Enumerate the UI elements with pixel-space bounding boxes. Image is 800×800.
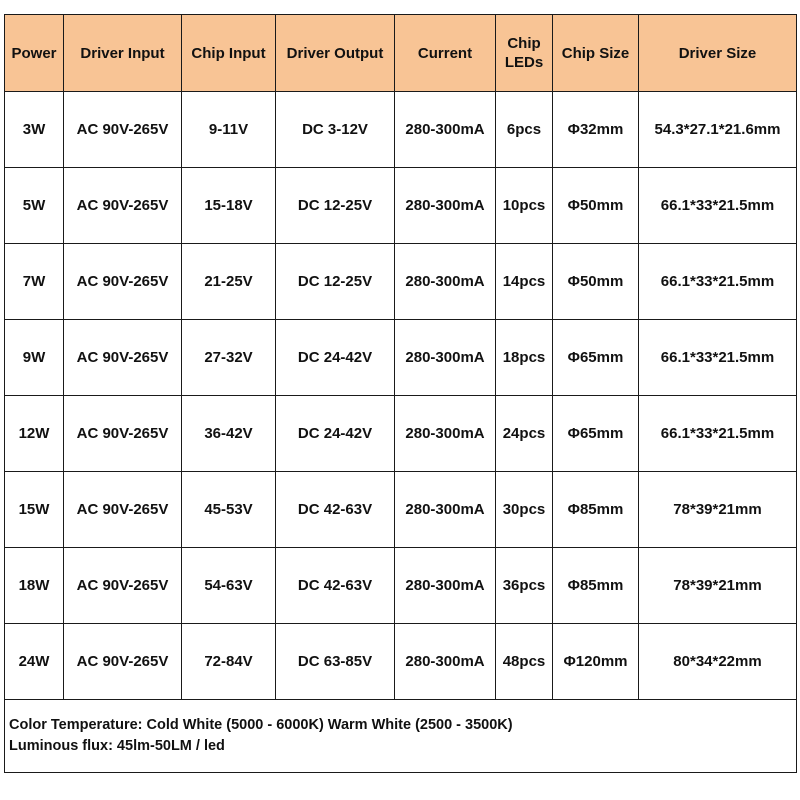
chip-size-cell: Φ120mm (553, 624, 639, 700)
chip-leds-cell: 18pcs (496, 320, 553, 396)
table-row (5, 244, 797, 320)
driver-size-cell: 66.1*33*21.5mm (639, 244, 797, 320)
chip-leds-cell: 30pcs (496, 472, 553, 548)
table-header (5, 15, 797, 92)
current-cell: 280-300mA (395, 396, 496, 472)
chip-size-cell: Φ85mm (553, 548, 639, 624)
header-driver-input: Driver Input (64, 15, 182, 92)
driver-output-cell: DC 42-63V (276, 472, 395, 548)
current-cell: 280-300mA (395, 244, 496, 320)
driver-size-cell: 66.1*33*21.5mm (639, 396, 797, 472)
driver-output-cell: DC 24-42V (276, 396, 395, 472)
chip-size-cell: Φ32mm (553, 92, 639, 168)
chip-leds-cell: 48pcs (496, 624, 553, 700)
header-driver-output: Driver Output (276, 15, 395, 92)
driver-output-cell: DC 24-42V (276, 320, 395, 396)
chip-size-cell: Φ65mm (553, 396, 639, 472)
power-cell: 5W (5, 168, 64, 244)
power-cell: 18W (5, 548, 64, 624)
chip-size-cell: Φ85mm (553, 472, 639, 548)
current-cell: 280-300mA (395, 624, 496, 700)
chip-input-cell: 45-53V (182, 472, 276, 548)
chip-leds-cell: 10pcs (496, 168, 553, 244)
chip-input-cell: 72-84V (182, 624, 276, 700)
table-row (5, 168, 797, 244)
notes-cell (5, 700, 797, 773)
driver-size-cell: 66.1*33*21.5mm (639, 320, 797, 396)
chip-leds-cell: 36pcs (496, 548, 553, 624)
chip-leds-cell: 24pcs (496, 396, 553, 472)
driver-size-cell: 78*39*21mm (639, 548, 797, 624)
table-row (5, 320, 797, 396)
driver-size-cell: 54.3*27.1*21.6mm (639, 92, 797, 168)
current-cell: 280-300mA (395, 320, 496, 396)
driver-size-cell: 80*34*22mm (639, 624, 797, 700)
chip-size-cell: Φ65mm (553, 320, 639, 396)
header-row (5, 15, 797, 92)
spec-table (4, 14, 797, 773)
notes-row (5, 700, 797, 773)
header-power: Power (5, 15, 64, 92)
driver-input-cell: AC 90V-265V (64, 244, 182, 320)
table-notes (5, 700, 797, 773)
power-cell: 7W (5, 244, 64, 320)
power-cell: 3W (5, 92, 64, 168)
header-chip-input: Chip Input (182, 15, 276, 92)
chip-input-cell: 15-18V (182, 168, 276, 244)
driver-output-cell: DC 12-25V (276, 168, 395, 244)
driver-size-cell: 66.1*33*21.5mm (639, 168, 797, 244)
driver-output-cell: DC 3-12V (276, 92, 395, 168)
chip-leds-cell: 6pcs (496, 92, 553, 168)
color-temperature-note: Color Temperature: Cold White (5000 - 6000K) Warm White (2500 - 3500K) (9, 717, 513, 733)
current-cell: 280-300mA (395, 472, 496, 548)
power-cell: 24W (5, 624, 64, 700)
driver-input-cell: AC 90V-265V (64, 168, 182, 244)
table-row (5, 472, 797, 548)
driver-input-cell: AC 90V-265V (64, 624, 182, 700)
chip-input-cell: 54-63V (182, 548, 276, 624)
driver-output-cell: DC 42-63V (276, 548, 395, 624)
table-row (5, 548, 797, 624)
chip-input-cell: 21-25V (182, 244, 276, 320)
chip-size-cell: Φ50mm (553, 168, 639, 244)
table-row (5, 624, 797, 700)
driver-input-cell: AC 90V-265V (64, 396, 182, 472)
header-chip-leds: Chip LEDs (496, 15, 553, 92)
driver-size-cell: 78*39*21mm (639, 472, 797, 548)
table-body (5, 92, 797, 700)
current-cell: 280-300mA (395, 92, 496, 168)
table-row (5, 396, 797, 472)
current-cell: 280-300mA (395, 168, 496, 244)
chip-input-cell: 27-32V (182, 320, 276, 396)
chip-leds-cell: 14pcs (496, 244, 553, 320)
header-current: Current (395, 15, 496, 92)
luminous-flux-note: Luminous flux: 45lm-50LM / led (9, 738, 225, 754)
chip-input-cell: 9-11V (182, 92, 276, 168)
driver-input-cell: AC 90V-265V (64, 320, 182, 396)
driver-input-cell: AC 90V-265V (64, 92, 182, 168)
header-chip-size: Chip Size (553, 15, 639, 92)
current-cell: 280-300mA (395, 548, 496, 624)
header-driver-size: Driver Size (639, 15, 797, 92)
power-cell: 15W (5, 472, 64, 548)
driver-output-cell: DC 63-85V (276, 624, 395, 700)
table-row (5, 92, 797, 168)
driver-output-cell: DC 12-25V (276, 244, 395, 320)
chip-size-cell: Φ50mm (553, 244, 639, 320)
driver-input-cell: AC 90V-265V (64, 472, 182, 548)
power-cell: 12W (5, 396, 64, 472)
driver-input-cell: AC 90V-265V (64, 548, 182, 624)
power-cell: 9W (5, 320, 64, 396)
chip-input-cell: 36-42V (182, 396, 276, 472)
